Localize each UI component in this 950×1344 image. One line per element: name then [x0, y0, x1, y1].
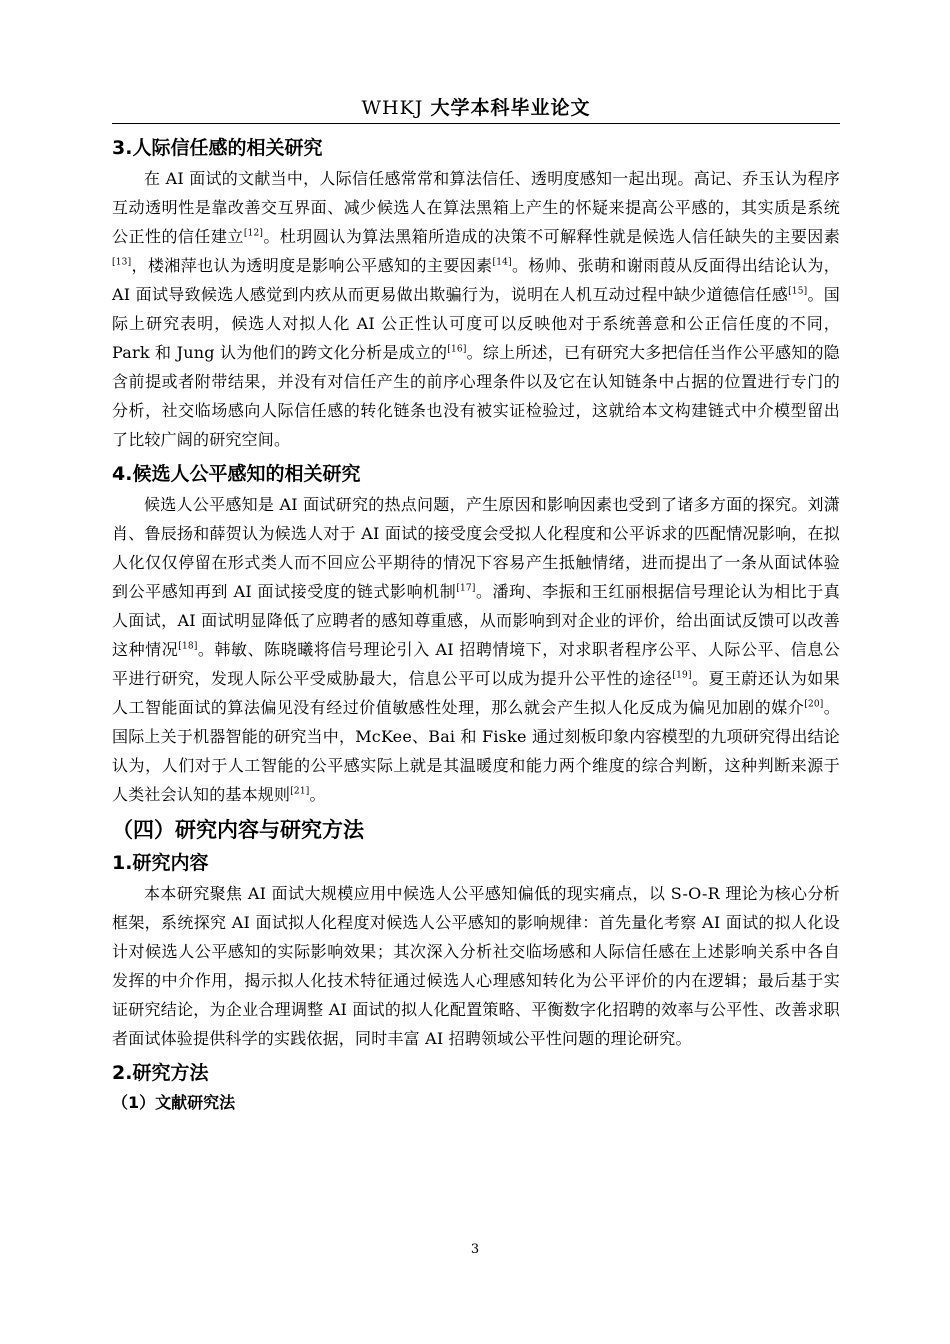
header-prefix: WHKJ [361, 97, 424, 119]
citation-13: [13] [112, 257, 132, 268]
citation-14: [14] [492, 257, 512, 268]
subsection-heading-research-method: 2.研究方法 [112, 1062, 209, 1084]
document-body [112, 132, 840, 1117]
section-heading-3: 3.人际信任感的相关研究 [112, 137, 323, 159]
section-heading-4: 4.候选人公平感知的相关研究 [112, 463, 361, 485]
part-heading-research-content-method: （四）研究内容与研究方法 [112, 818, 364, 842]
method-heading-literature-review: （1）文献研究法 [112, 1093, 236, 1112]
citation-19: [19] [672, 670, 692, 681]
citation-20: [20] [804, 699, 824, 710]
citation-18: [18] [178, 641, 198, 652]
page-header [112, 96, 840, 124]
paragraph-interpersonal-trust: 在 AI 面试的文献当中，人际信任感常常和算法信任、透明度感知一起出现。高记、乔玉认为程序互动透明性是靠改善交互界面、减少候选人在算法黑箱上产生的怀疑来提高公平感的，其实质是系统公正性的信任建立[12]。杜玥圆认为算法黑箱所造成的决策不可解释性就是候选人信任缺失的主要因素[13]，楼湘萍也认为透明度是影响公平感知的主要因素[14]。杨帅、张萌和谢雨葭从反面得出结论认为，AI 面试导致候选人感觉到内疚从而更易做出欺骗行为，说明在人机互动过程中缺少道德信任感[15]。国际上研究表明，候选人对拟人化 AI 公正性认可度可以反映他对于系统善意和公正信任度的不同，Park 和 Jung 认为他们的跨文化分析是成立的[16]。综上所述，已有研究大多把信任当作公平感知的隐含前提或者附带结果，并没有对信任产生的前序心理条件以及它在认知链条中占据的位置进行专门的分析，社交临场感向人际信任感的转化链条也没有被实证检验过，这就给本文构建链式中介模型留出了比较广阔的研究空间。 [112, 169, 840, 449]
citation-21: [21] [290, 786, 310, 797]
citation-16: [16] [447, 344, 467, 355]
paragraph-research-content: 本本研究聚焦 AI 面试大规模应用中候选人公平感知偏低的现实痛点，以 S-O-R 理论为核心分析框架，系统探究 AI 面试拟人化程度对候选人公平感知的影响规律：首先量化考察 AI 面试的拟人化设计对候选人公平感知的实际影响效果；其次深入分析社交临场感和人际信任感在上述影响关系中各自发挥的中介作用，揭示拟人化技术特征通过候选人心理感知转化为公平评价的内在逻辑；最后基于实证研究结论，为企业合理调整 AI 面试的拟人化配置策略、平衡数字化招聘的效率与公平性、改善求职者面试体验提供科学的实践依据，同时丰富 AI 招聘领域公平性问题的理论研究。 [112, 884, 840, 1048]
citation-12: [12] [243, 228, 264, 239]
page-number: 3 [470, 1242, 480, 1257]
header-title: 大学本科毕业论文 [430, 97, 591, 119]
citation-15: [15] [788, 286, 808, 297]
subsection-heading-research-content: 1.研究内容 [112, 852, 209, 874]
paragraph-fairness-perception: 候选人公平感知是 AI 面试研究的热点问题，产生原因和影响因素也受到了诸多方面的探究。刘潇肖、鲁辰扬和薛贺认为候选人对于 AI 面试的接受度会受拟人化程度和公平诉求的匹配情况影响，在拟人化仅仅停留在形式类人而不回应公平期待的情况下容易产生抵触情绪，进而提出了一条从面试体验到公平感知再到 AI 面试接受度的链式影响机制[17]。潘珣、李振和王红丽根据信号理论认为相比于真人面试，AI 面试明显降低了应聘者的感知尊重感，从而影响到对企业的评价，给出面试反馈可以改善这种情况[18]。韩敏、陈晓曦将信号理论引入 AI 招聘情境下，对求职者程序公平、人际公平、信息公平进行研究，发现人际公平受威胁最大，信息公平可以成为提升公平性的途径[19]。夏王蔚还认为如果人工智能面试的算法偏见没有经过价值敏感性处理，那么就会产生拟人化反成为偏见加剧的媒介[20]。国际上关于机器智能的研究当中，McKee、Bai 和 Fiske 通过刻板印象内容模型的九项研究得出结论认为，人们对于人工智能的公平感实际上就是其温暖度和能力两个维度的综合判断，这种判断来源于人类社会认知的基本规则[21]。 [112, 495, 840, 804]
citation-17: [17] [456, 583, 476, 594]
